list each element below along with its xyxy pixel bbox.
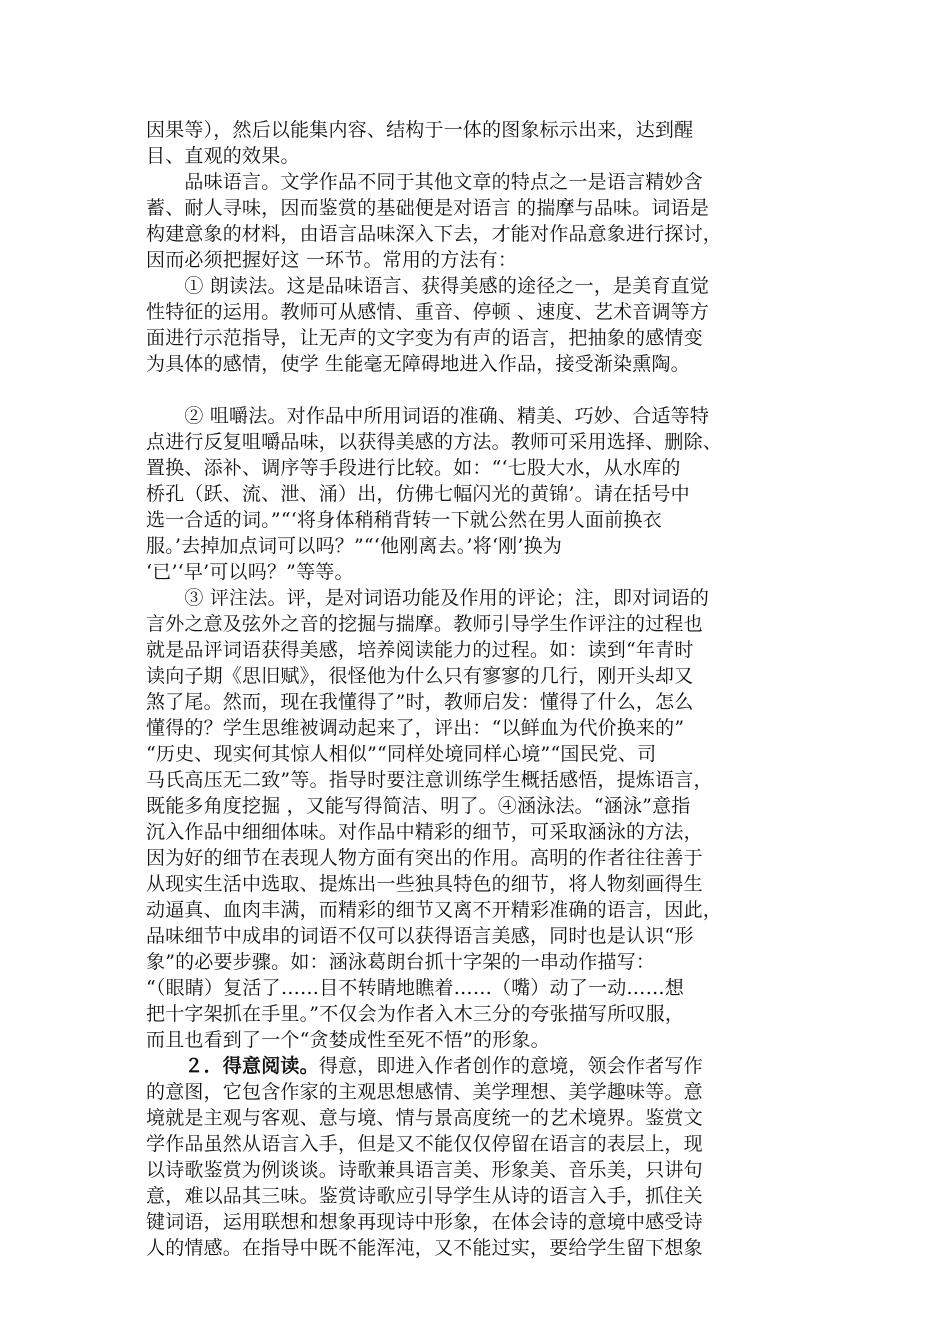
text-line: 而且也看到了一个“贪婪成性至死不悟”的形象。 (146, 1029, 550, 1051)
text-line: 点进行反复咀嚼品味，以获得美感的方法。教师可采用选择、删除、 (146, 431, 723, 453)
text-line: 构建意象的材料，由语言品味深入下去，才能对作品意象进行探讨， (146, 223, 723, 245)
text-line: 的意图，它包含作家的主观思想感情、美学理想、美学趣味等。意 (146, 1081, 703, 1103)
text-line: 因果等），然后以能集内容、结构于一体的图象标示出来，达到醒 (146, 119, 694, 141)
text-line: “（眼睛）复活了……目不转睛地瞧着……（嘴）动了一动……想 (146, 977, 685, 999)
text-line: 象”的必要步骤。如：涵泳葛朗台抓十字架的一串动作描写： (146, 951, 656, 973)
text-line: 品味语言。文学作品不同于其他文章的特点之一是语言精妙含 (146, 171, 703, 193)
text-line: 就是品评词语获得美感，培养阅读能力的过程。如：读到“年青时 (146, 639, 694, 661)
reading-method-paragraph (146, 273, 806, 377)
chewing-method-paragraph (146, 403, 806, 585)
section-2-first-line (146, 1053, 806, 1079)
text-line: 置换、添补、调序等手段进行比较。如：“‘七股大水，从水库的 (146, 457, 681, 479)
text-line: 蓄、耐人寻味，因而鉴赏的基础便是对语言 的揣摩与品味。词语是 (146, 197, 710, 219)
document-page (146, 117, 806, 1261)
text-line: 从现实生活中选取、提炼出一些独具特色的细节，将人物刻画得生 (146, 873, 703, 895)
text-line: 沉入作品中细细体味。对作品中精彩的细节，可采取涵泳的方法， (146, 821, 703, 843)
annotation-method-paragraph (146, 585, 806, 1053)
text-line: 面进行示范指导，让无声的文字变为有声的语言，把抽象的感情变 (146, 327, 703, 349)
text-line: 言外之意及弦外之音的挖掘与揣摩。教师引导学生作评注的过程也 (146, 613, 703, 635)
section-2-first-text: 得意，即进入作者创作的意境，领会作者写作 (318, 1055, 703, 1077)
text-line: 学作品虽然从语言入手，但是又不能仅仅停留在语言的表层上，现 (146, 1133, 703, 1155)
taste-language-paragraph (146, 169, 806, 273)
text-line: 选一合适的词。”“‘将身体稍稍背转一下就公然在男人面前换衣 (146, 509, 662, 531)
text-line: 性特征的运用。教师可从感情、重音、停顿 、速度、艺术音调等方 (146, 301, 710, 323)
text-line: 读向子期《思旧赋》，很怪他为什么只有寥寥的几行，刚开头却又 (146, 665, 694, 687)
text-line: 懂得的？学生思维被调动起来了，评出：“以鲜血为代价换来的” (146, 717, 685, 739)
text-line: 动逼真、血肉丰满，而精彩的细节又离不开精彩准确的语言，因此， (146, 899, 723, 921)
text-line: 境就是主观与客观、意与境、情与景高度统一的艺术境界。鉴赏文 (146, 1107, 703, 1129)
text-line: 目、直观的效果。 (146, 145, 300, 167)
text-line: 马氏高压无二致”等。指导时要注意训练学生概括感悟，提炼语言， (146, 769, 713, 791)
intro-paragraph (146, 117, 806, 169)
text-line: 因为好的细节在表现人物方面有突出的作用。高明的作者往往善于 (146, 847, 703, 869)
section-2-paragraph (146, 1053, 806, 1261)
text-line: ① 朗读法。这是品味语言、获得美感的途径之一，是美育直觉 (146, 275, 710, 297)
text-line: ② 咀嚼法。对作品中所用词语的准确、精美、巧妙、合适等特 (146, 405, 710, 427)
text-line: 人的情感。在指导中既不能浑沌，又不能过实，要给学生留下想象 (146, 1237, 703, 1259)
text-line: ‘已’‘早’可以吗？”等等。 (146, 561, 354, 583)
text-line: 键词语，运用联想和想象再现诗中形象，在体会诗的意境中感受诗 (146, 1211, 703, 1233)
text-line: 把十字架抓在手里。”不仅会为作者入木三分的夸张描写所叹服， (146, 1003, 685, 1025)
text-line: “历史、现实何其惊人相似”“同样处境同样心境”“国民党、司 (146, 743, 657, 765)
text-line: 服。’去掉加点词可以吗？”“‘他刚离去。’将‘刚’换为 (146, 535, 563, 557)
text-line: 意，难以品其三味。鉴赏诗歌应引导学生从诗的语言入手，抓住关 (146, 1185, 703, 1207)
text-line: 煞了尾。然而，现在我懂得了”时，教师启发：懂得了什么，怎么 (146, 691, 694, 713)
text-line: 为具体的感情，使学 生能毫无障碍地进入作品，接受渐染熏陶。 (146, 353, 690, 375)
paragraph-gap (146, 377, 806, 403)
section-2-heading: ２．得意阅读。 (146, 1055, 319, 1077)
text-line: 桥孔（跃、流、泄、涌）出，仿佛七幅闪光的黄锦’。请在括号中 (146, 483, 690, 505)
text-line: 以诗歌鉴赏为例谈谈。诗歌兼具语言美、形象美、音乐美，只讲句 (146, 1159, 703, 1181)
text-line: ③ 评注法。评，是对词语功能及作用的评论；注，即对词语的 (146, 587, 710, 609)
text-line: 因而必须把握好这 一环节。常用的方法有： (146, 249, 518, 271)
text-line: 既能多角度挖掘 ，又能写得简洁、明了。④涵泳法。“涵泳”意指 (146, 795, 691, 817)
text-line: 品味细节中成串的词语不仅可以获得语言美感，同时也是认识“形 (146, 925, 694, 947)
